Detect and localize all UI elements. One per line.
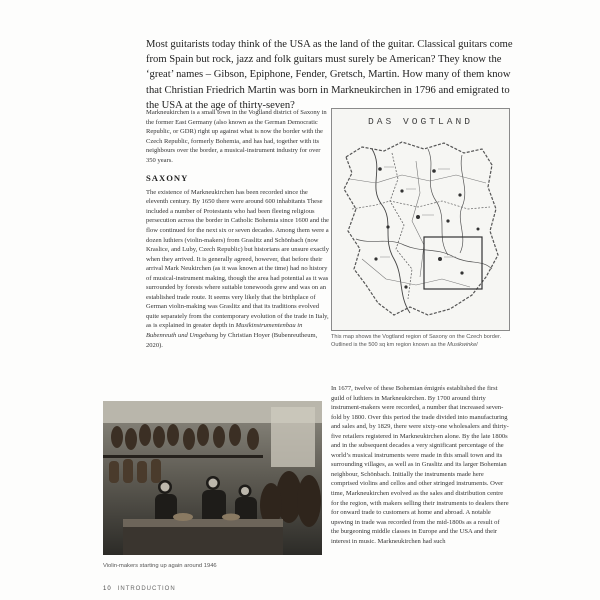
section-name: INTRODUCTION xyxy=(117,586,176,592)
saxony-text: The existence of Markneukirchen has been recorded since the eleventh century. By 1650 there were around 600 inhabitants These included a number of Protestants who had been fleeing religious persecution across the border in Catholic Bohemia since 1600 and the flow continued for the next six or seven decades. Among them were a dozen luthiers (violin-makers) from Graslitz and Schönbach (now Kraslice, and Luby, Czech Republic) but historians are unsure exactly when they arrived. It is generally agreed, however, that before their arrival Mark Neukirchen (as it was known at the time) had no history of musical-instrument making, though the area had potential as it was surrounded by forests where suitable tonewoods grew and was on an established trade route. It seems very likely that the birthplace of German violin-making was Graslitz and that its traditions evolved quite separately from the contemporary evolution of the trade in Italy, as is explained in greater depth in xyxy=(146,188,330,330)
book-title: Musikinstrumentenbau in Bubenreuth und Umgebung xyxy=(146,322,303,340)
saxony-text-end: by Christian Hoyer (Bubenreutheum, 2020). xyxy=(146,332,318,349)
photo-caption: Violin-makers starting up again around 1946 xyxy=(103,563,217,569)
saxony-paragraph xyxy=(146,188,329,350)
saxony-heading: SAXONY xyxy=(146,173,189,184)
left-column xyxy=(146,108,329,350)
page-footer xyxy=(103,586,176,592)
map-caption-term: Musikwinkel xyxy=(447,342,478,349)
violin-makers-photo xyxy=(103,401,322,555)
intro-paragraph: Most guitarists today think of the USA as the land of the guitar. Classical guitars come from Spain but rock, jazz and folk guitars must surely be American? They know the ‘great’ names – Gibson, Epiphone, Fender, Gretsch, Martin. How many of them know that Christian Friedrich Martin was born in Markneukirchen in 1796 and emigrated to the USA at the age of thirty-seven? xyxy=(146,39,513,111)
map-title: DAS VOGTLAND xyxy=(367,116,474,127)
map-caption xyxy=(331,333,509,350)
map-caption-text: This map shows the Vogtland region of Saxony on the Czech border. Outlined is the 500 sq km region known as the xyxy=(331,334,502,349)
vogtland-map xyxy=(331,108,510,331)
map-drawing xyxy=(332,109,509,330)
right-column-text: In 1677, twelve of these Bohemian émigrés established the first guild of luthiers in Markneukirchen. By 1700 around thirty instrument-makers were recorded, a number that increased seven-fold by 1800. Over this period the trade divided into manufacturing and sales and, by 1829, there were sixty-one wholesalers and thirty-five retailers registered in Markneukirchen alone. By the late 1800s and in the subsequent decades a very significant percentage of the world’s musical instruments were made in this small town and its surrounding villages, as well as in Graslitz and its larger Bohemian neighbour, Schönbach. Initially the instruments made here comprised violins and cellos and other stringed instruments. Over time, Markneukirchen evolved as the sales and distribution centre for the region, with makers selling their instruments to dealers there for onward trade to customers at home and abroad. A notable upswing in trade was recorded from the mid-1800s as a result of the burgeoning middle classes in Europe and the USA and their interest in music. Markneukirchen had such xyxy=(331,385,509,545)
workshop-photo-image xyxy=(103,401,322,555)
markneukirchen-paragraph: Markneukirchen is a small town in the Vogtland district of Saxony in the former East Germany (also known as the German Democratic Republic, or GDR) right up against what is now the border with the Czech Republic, formerly Bohemia, and has had, together with its neighbours over the border, a musical-instrument industry for over 350 years. xyxy=(146,109,327,164)
page-number: 10 xyxy=(103,586,112,592)
